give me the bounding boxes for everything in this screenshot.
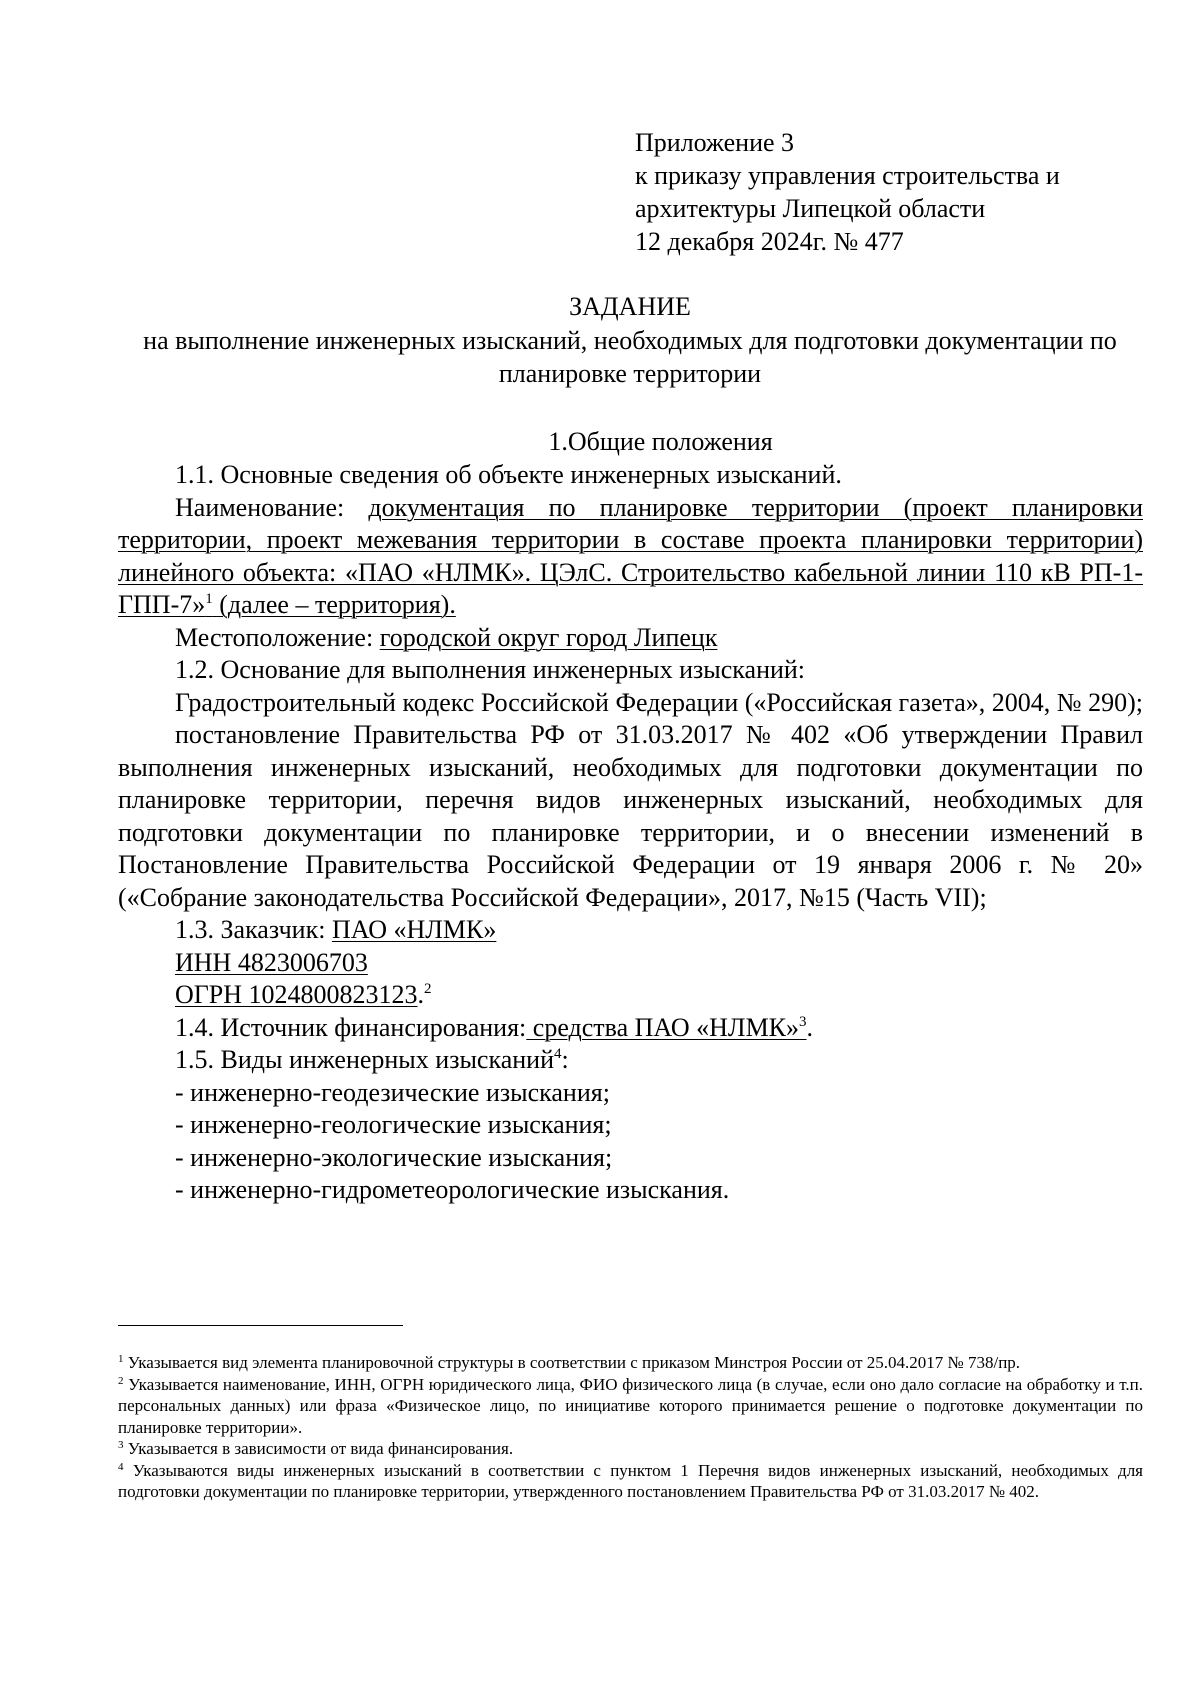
annex-block bbox=[635, 126, 1060, 258]
location-value: городской округ город Липецк bbox=[379, 622, 718, 652]
basis-government-decree: постановление Правительства РФ от 31.03.2017 № 402 «Об утверждении Правил выполнения инженерных изысканий, необходимых для подготовки документации по планировке территории, перечня видов инженерных изысканий, необходимых для подготовки документации по планировке территории, и о внесении изменений в Постановление Правительства Российской Федерации от 19 января 2006 г. № 20» («Собрание законодательства Российской Федерации», 2017, №15 (Часть VII); bbox=[118, 720, 1143, 912]
item-1-2: 1.2. Основание для выполнения инженерных изысканий: bbox=[175, 655, 806, 684]
object-name-paragraph bbox=[118, 492, 1143, 622]
types-tail: : bbox=[561, 1045, 569, 1074]
footnote-ref-4: 4 bbox=[554, 1046, 562, 1062]
customer-line bbox=[175, 914, 1143, 947]
title-heading: ЗАДАНИЕ bbox=[569, 292, 691, 321]
footnote-3-text: Указывается в зависимости от вида финансирования. bbox=[123, 1439, 514, 1458]
inn-line bbox=[175, 947, 1143, 980]
survey-type-item: - инженерно-геологические изыскания; bbox=[175, 1110, 612, 1139]
customer-label: 1.3. Заказчик: bbox=[175, 915, 332, 944]
section-heading: 1.Общие положения bbox=[548, 427, 773, 456]
location-label: Местоположение: bbox=[175, 622, 380, 652]
basis-urban-code: Градостроительный кодекс Российской Федерации («Российская газета», 2004, № 290); bbox=[175, 687, 1143, 717]
footnote-3 bbox=[118, 1438, 1143, 1460]
footnote-4-num: 4 bbox=[118, 1460, 124, 1473]
annex-date-number: 12 декабря 2024г. № 477 bbox=[635, 227, 904, 256]
survey-type-item: - инженерно-геодезические изыскания; bbox=[175, 1077, 610, 1107]
footnote-1-text: Указывается вид элемента планировочной структуры в соответствии с приказом Минстроя России от 25.04.2017 № 738/пр. bbox=[123, 1353, 1021, 1372]
survey-type-item: - инженерно-гидрометеорологические изыскания. bbox=[175, 1175, 730, 1204]
annex-order-ref: к приказу управления строительства и bbox=[635, 161, 1060, 190]
annex-authority: архитектуры Липецкой области bbox=[635, 194, 986, 223]
finance-label: 1.4. Источник финансирования: bbox=[175, 1012, 527, 1042]
footnote-1 bbox=[118, 1352, 1143, 1374]
ogrn-value: ОГРН 1024800823123 bbox=[175, 980, 418, 1009]
footnote-ref-3: 3 bbox=[799, 1013, 807, 1030]
finance-line bbox=[175, 1012, 1143, 1045]
footnote-2 bbox=[118, 1374, 1143, 1439]
types-label: 1.5. Виды инженерных изысканий bbox=[175, 1045, 554, 1074]
document-body bbox=[118, 459, 1143, 1207]
ogrn-line bbox=[175, 979, 1143, 1012]
finance-text: средства ПАО «НЛМК» bbox=[526, 1012, 800, 1042]
location-paragraph bbox=[118, 622, 1143, 655]
ogrn-tail: . bbox=[417, 980, 425, 1009]
types-line bbox=[175, 1044, 1143, 1077]
customer-value: ПАО «НЛМК» bbox=[331, 915, 497, 944]
footnote-4-text: Указываются виды инженерных изысканий в соответствии с пунктом 1 Перечня видов инженерных изысканий, необходимых для подготовки документации по планировке территории, утвержденного постановлением Правительства РФ от 31.03.2017 № 402. bbox=[118, 1460, 1143, 1501]
inn-value: ИНН 4823006703 bbox=[175, 947, 368, 977]
footnote-2-num: 2 bbox=[118, 1374, 124, 1387]
title-subtitle: на выполнение инженерных изысканий, необходимых для подготовки документации по планировке территории bbox=[143, 326, 1117, 388]
finance-value bbox=[526, 1013, 806, 1042]
footnote-1-num: 1 bbox=[118, 1353, 124, 1365]
footnote-ref-2: 2 bbox=[424, 981, 432, 997]
footnote-separator bbox=[118, 1325, 403, 1326]
finance-tail: . bbox=[806, 1012, 814, 1042]
annex-number: Приложение 3 bbox=[635, 128, 795, 157]
survey-type-item: - инженерно-экологические изыскания; bbox=[175, 1142, 613, 1172]
item-1-1: 1.1. Основные сведения об объекте инженерных изысканий. bbox=[175, 460, 842, 489]
footnotes bbox=[118, 1352, 1143, 1503]
object-name-tail: (далее – территория). bbox=[212, 590, 456, 619]
footnote-ref-1: 1 bbox=[205, 591, 213, 607]
document-title bbox=[118, 290, 1142, 390]
footnote-3-num: 3 bbox=[118, 1439, 124, 1451]
footnote-2-text: Указывается наименование, ИНН, ОГРН юридического лица, ФИО физического лица (в случае, если оно дало согласие на обработку и т.п. персональных данных) или фраза «Физическое лицо, по инициативе которого принимается решение о подготовке документации по планировке территории». bbox=[118, 1374, 1143, 1437]
footnote-4 bbox=[118, 1460, 1143, 1503]
object-name-text: документация по планировке территории (проект планировки территории, проект межевания территории в составе проекта планировки территории) линейного объекта: «ПАО «НЛМК». ЦЭлС. Строительство кабельной линии 110 кВ РП-1-ГПП-7» bbox=[118, 492, 1143, 619]
object-name-label: Наименование: bbox=[175, 492, 369, 522]
